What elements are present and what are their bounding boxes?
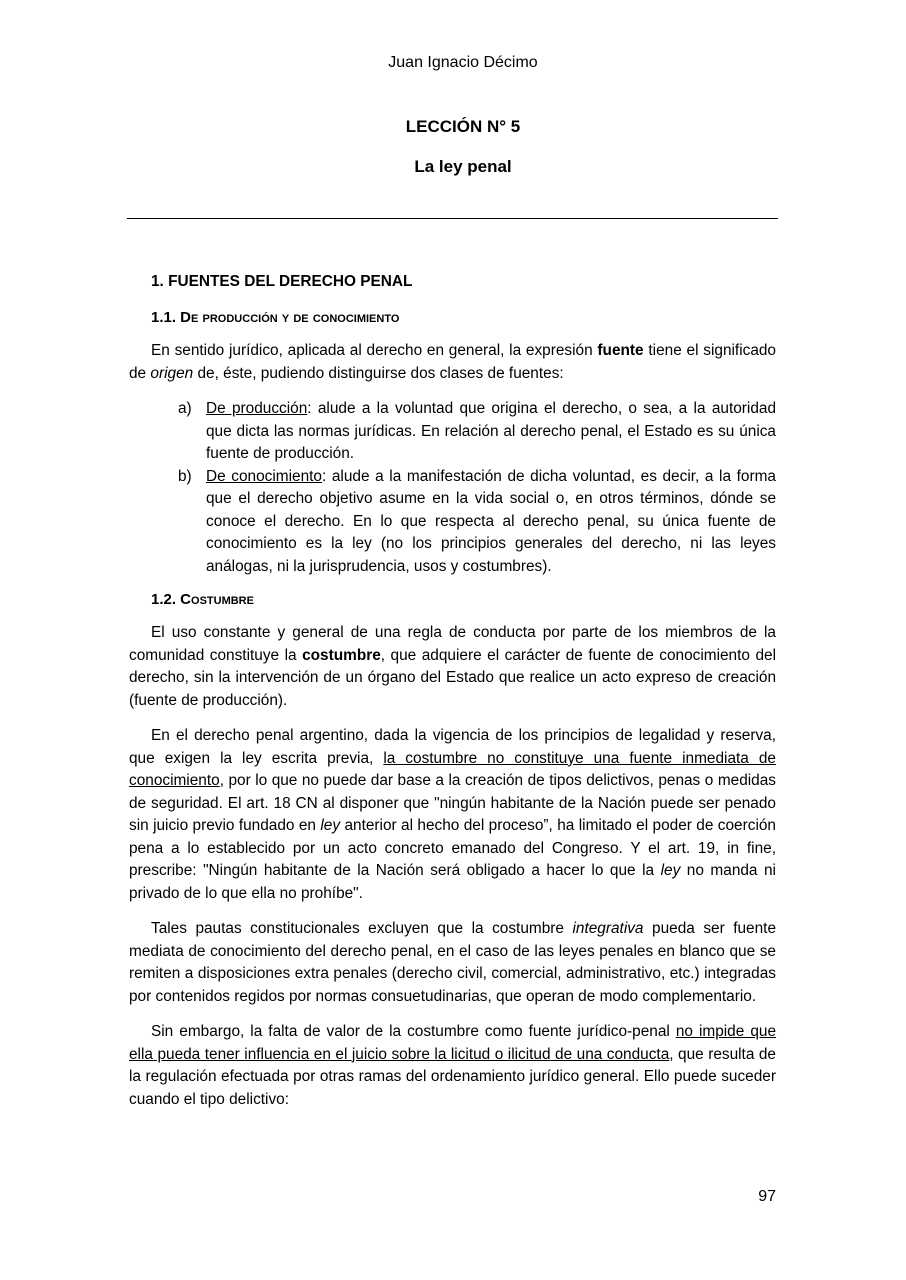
list-item: b) De conocimiento: alude a la manifestación de dicha voluntad, es decir, a la forma que el derecho objetivo asume en la vida social o, en otros términos, dónde se conoce el derecho. En lo que respecta al derecho penal, su única fuente de conocimiento es la ley (no los principios generales del derecho, ni las leyes análogas, ni la jurisprudencia, usos y costumbres). [178,467,776,575]
section-heading: 1. FUENTES DEL DERECHO PENAL [151,273,413,290]
document-body [129,270,776,1124]
page-number: 97 [758,1188,776,1205]
running-header-author: Juan Ignacio Décimo [388,54,538,71]
lesson-number: LECCIÓN N° 5 [405,117,521,136]
subsection-heading-1-2: 1.2. Costumbre [151,591,254,608]
header-divider [127,218,778,219]
paragraph-sources-intro: En sentido jurídico, aplicada al derecho en general, la expresión fuente tiene el significado de origen de, éste, pudiendo distinguirse dos clases de fuentes: [129,342,776,382]
lesson-title: La ley penal [414,157,512,176]
paragraph-custom-definition: El uso constante y general de una regla de conducta por parte de los miembros de la comunidad constituye la costumbre, que adquiere el carácter de fuente de conocimiento del derecho, sin la intervención de un órgano del Estado que realice un acto expreso de creación (fuente de producción). [129,624,776,709]
list-item: a) De producción: alude a la voluntad que origina el derecho, o sea, a la autoridad que dicta las normas jurídicas. En relación al derecho penal, el Estado es su única fuente de producción. [178,400,776,462]
paragraph-argentine-law: En el derecho penal argentino, dada la vigencia de los principios de legalidad y reserva, que exigen la ley escrita previa, la costumbre no constituye una fuente inmediata de conocimiento, por lo que no puede dar base a la creación de tipos delictivos, penas o medidas de seguridad. El art. 18 CN al disponer que "ningún habitante de la Nación puede ser penado sin juicio previo fundado en ley anterior al hecho del proceso”, ha limitado el poder de coerción pena a lo establecido por un acto concreto emanado del Congreso. Y el art. 19, in fine, prescribe: "Ningún habitante de la Nación será obligado a hacer lo que la ley no manda ni privado de lo que ella no prohíbe". [129,727,776,902]
paragraph-custom-influence: Sin embargo, la falta de valor de la costumbre como fuente jurídico-penal no impide que ella pueda tener influencia en el juicio sobre la licitud o ilicitud de una conducta, que resulta de la regulación efectuada por otras ramas del ordenamiento jurídico general. Ello puede suceder cuando el tipo delictivo: [129,1023,777,1108]
subsection-heading-1-1: 1.1. De producción y de conocimiento [151,309,400,326]
sources-list [129,398,776,578]
paragraph-constitutional-rules: Tales pautas constitucionales excluyen que la costumbre integrativa pueda ser fuente mediata de conocimiento del derecho penal, en el caso de las leyes penales en blanco que se remiten a disposiciones extra penales (derecho civil, comercial, administrativo, etc.) integradas por contenidos regidos por normas consuetudinarias, que operan de modo complementario. [129,920,776,1005]
